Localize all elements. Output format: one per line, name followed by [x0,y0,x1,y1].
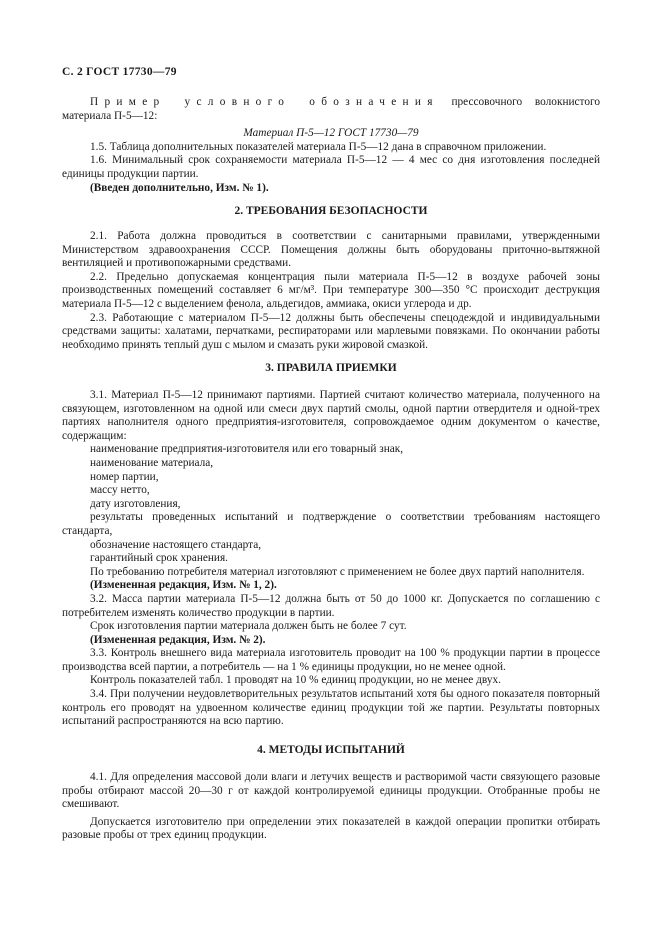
list-item: наименование материала, [90,456,214,469]
section-2-title: 2. ТРЕБОВАНИЯ БЕЗОПАСНОСТИ [234,205,428,217]
paragraph-3-4: 3.4. При получении неудовлетворительных результатов испытаний хотя бы одного показателя повторный контроль его проводят на удвоенном количестве единиц продукции той же партии. Результаты повторных испытаний распространяются на всю партию. [62,688,600,728]
list-item: номер партии, [90,470,159,483]
paragraph-3-3: 3.3. Контроль внешнего вида материала изготовитель проводит на 100 % продукции партии в процессе производства всей партии, а потребитель — на 1 % единицы продукции, но не менее одной. [62,647,600,673]
intro-block [62,96,600,195]
amendment-note: (Введен дополнительно, Изм. № 1). [90,181,269,194]
section-4-body [62,771,600,843]
section-4-title: 4. МЕТОДЫ ИСПЫТАНИЙ [257,744,405,756]
example-label: Пример условного обозначения [90,96,439,108]
list-item: гарантийный срок хранения. [90,552,228,565]
list-item: обозначение настоящего стандарта, [90,538,262,551]
paragraph-3-3-table: Контроль показателей табл. 1 проводят на 10 % единиц продукции, но не менее двух. [90,674,501,687]
paragraph-3-2-term: Срок изготовления партии материала должен быть не более 7 сут. [90,620,407,633]
designation-formula: Материал П-5—12 ГОСТ 17730—79 [243,127,419,140]
amendment-note: (Измененная редакция, Изм. № 2). [90,633,266,646]
section-2-body [62,230,600,352]
example-text: прессовочного волокнистого материала П-5—12: [62,96,600,122]
paragraph-2-1: 2.1. Работа должна проводиться в соответствии с санитарными правилами, утвержденными Министерством здравоохранения СССР. Помещения должны быть оборудованы приточно-вытяжной вентиляцией и противопожарными средствами. [62,230,600,270]
list-item: дату изготовления, [90,497,181,510]
list-item: наименование предприятия-изготовителя или его товарный знак, [90,443,404,456]
paragraph-3-2: 3.2. Масса партии материала П-5—12 должна быть от 50 до 1000 кг. Допускается по соглашению с потребителем изменять количество продукции в партии. [62,592,600,619]
paragraph-4-1: 4.1. Для определения массовой доли влаги и летучих веществ и растворимой части связующего разовые пробы отбирают массой 20—30 г от каждой контролируемой единицы продукции. Отобранные пробы не смешивают. [62,771,600,811]
section-3-body [62,389,600,729]
paragraph-4-1-note: Допускается изготовителю при определении этих показателей в каждой операции пропитки отбирать разовые пробы от трех единиц продукции. [62,815,600,842]
paragraph-1-6: 1.6. Минимальный срок сохраняемости материала П-5—12 — 4 мес со дня изготовления последней единицы продукции партии. [62,154,600,180]
list-item: результаты проведенных испытаний и подтверждение о соответствии требованиям настоящего стандарта, [62,511,600,537]
section-3-title: 3. ПРАВИЛА ПРИЕМКИ [265,362,397,374]
paragraph-3-1-note: По требованию потребителя материал изготовляют с применением не более двух партий наполнителя. [90,565,585,578]
paragraph-2-3: 2.3. Работающие с материалом П-5—12 должны быть обеспечены спецодеждой и индивидуальными средствами защиты: халатами, перчатками, респираторами или марлевыми повязками. По окончании работы необходимо принять теплый душ с мылом и смазать руки жировой смазкой. [62,311,600,351]
list-item: массу нетто, [90,484,150,497]
page-header: С. 2 ГОСТ 17730—79 [62,66,177,78]
amendment-note: (Измененная редакция, Изм. № 1, 2). [90,579,277,592]
designation-example [62,96,600,123]
paragraph-1-5: 1.5. Таблица дополнительных показателей материала П-5—12 дана в справочном приложении. [90,140,547,153]
paragraph-3-1: 3.1. Материал П-5—12 принимают партиями. Партией считают количество материала, полученного на связующем, изготовленном на одной или смеси двух партий смолы, одной партии отвердителя и одной-трех партиях наполнителя одного предприятия-изготовителя, сопровождаемое одним документом о качестве, содержащим: [62,389,600,442]
paragraph-2-2: 2.2. Предельно допускаемая концентрация пыли материала П-5—12 в воздухе рабочей зоны производственных помещений составляет 6 мг/м³. При температуре 300—350 °С происходит деструкция материала П-5—12 с выделением фенола, альдегидов, аммиака, окиси углерода и др. [62,270,600,310]
